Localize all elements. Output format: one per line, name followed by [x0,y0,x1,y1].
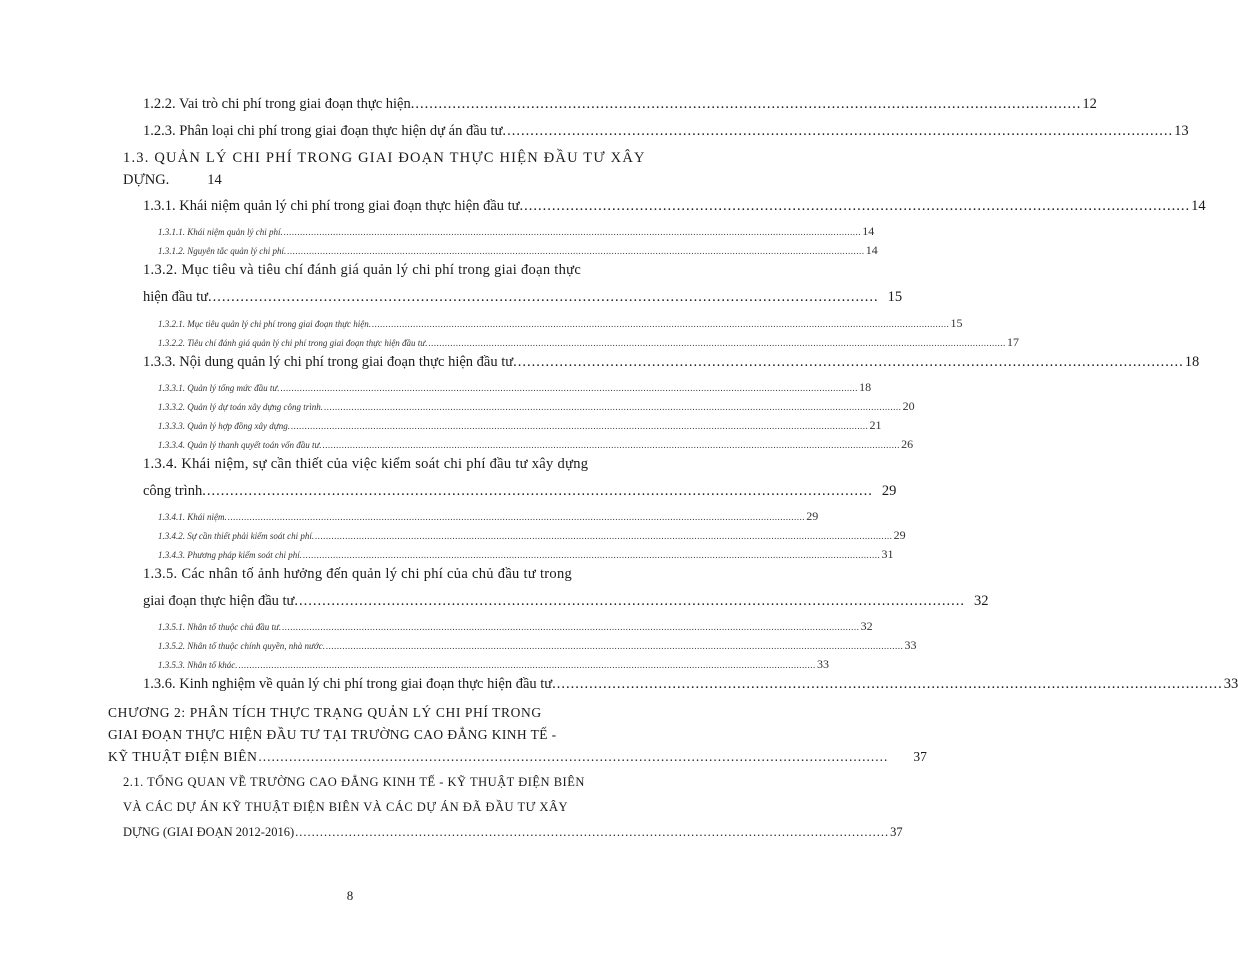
toc-chapter-2-line3[interactable]: KỸ THUẬT ĐIỆN BIÊN ................................................................................................................................................ 37 [108,749,927,764]
toc-entry-1-3-1[interactable]: 1.3.1. Khái niệm quản lý chi phí trong giai đoạn thực hiện đầu tư. ................................................................................................................................................ 14 [143,198,1206,214]
dot-leader: .................................................................................................................................................................................................................. [283,227,862,237]
toc-entry-1-3-1-2[interactable]: 1.3.1.2. Nguyên tắc quản lý chi phí. .................................................................................................................................................................................................................. 14 [158,243,878,257]
dot-leader: .................................................................................................................................................................................................................. [325,641,904,651]
page-number: 8 [346,888,354,903]
dot-leader: .................................................................................................................................................................................................................. [280,383,859,393]
toc-entry-1-3-4-2[interactable]: 1.3.4.2. Sự cần thiết phải kiểm soát chi phí. .................................................................................................................................................................................................................. 29 [158,528,906,542]
toc-entry-1-3-5[interactable]: 1.3.5. Các nhân tố ảnh hưởng đến quản lý chi phí của chủ đầu tư trong [143,566,573,582]
toc-entry-1-3-3-4[interactable]: 1.3.3.4. Quản lý thanh quyết toán vốn đầu tư. .................................................................................................................................................................................................................. 26 [158,437,914,451]
toc-entry-1-3-5-1[interactable]: 1.3.5.1. Nhân tố thuộc chủ đầu tư. .................................................................................................................................................................................................................. 32 [158,619,873,633]
toc-entry-2-1-line2[interactable]: VÀ CÁC DỰ ÁN KỸ THUẬT ĐIỆN BIÊN VÀ CÁC DỰ ÁN ĐÃ ĐẦU TƯ XÂY [123,800,569,814]
toc-entry-1-3-2-cont[interactable]: hiện đầu tư. ................................................................................................................................................ 15 [143,289,903,305]
toc-entry-1-3[interactable]: 1.3. QUẢN LÝ CHI PHÍ TRONG GIAI ĐOẠN THỰC HIỆN ĐẦU TƯ XÂY [123,150,646,166]
toc-entry-1-3-3-3[interactable]: 1.3.3.3. Quản lý hợp đồng xây dựng. .................................................................................................................................................................................................................. 21 [158,418,882,432]
dot-leader: ................................................................................................................................................ [295,825,890,839]
dot-leader: ................................................................................................................................................ [524,198,1191,214]
dot-leader: ................................................................................................................................................ [299,593,966,609]
toc-entry-1-3-5-2[interactable]: 1.3.5.2. Nhân tố thuộc chính quyền, nhà nước. .................................................................................................................................................................................................................. 33 [158,638,917,652]
toc-entry-1-3-3-2[interactable]: 1.3.3.2. Quản lý dự toán xây dựng công trình. .................................................................................................................................................................................................................. 20 [158,399,915,413]
dot-leader: ................................................................................................................................................ [415,96,1082,112]
toc-entry-1-3-3-1[interactable]: 1.3.3.1. Quản lý tổng mức đầu tư. .................................................................................................................................................................................................................. 18 [158,380,872,394]
dot-leader: ................................................................................................................................................ [206,483,873,499]
toc-entry-1-3-2-1[interactable]: 1.3.2.1. Mục tiêu quản lý chi phí trong giai đoạn thực hiện. .................................................................................................................................................................................................................. 15 [158,316,963,330]
dot-leader: .................................................................................................................................................................................................................. [372,319,950,329]
toc-entry-1-2-2[interactable]: 1.2.2. Vai trò chi phí trong giai đoạn thực hiện. ................................................................................................................................................ 12 [143,96,1097,112]
toc-chapter-2[interactable]: CHƯƠNG 2: PHÂN TÍCH THỰC TRẠNG QUẢN LÝ CHI PHÍ TRONG [108,705,542,720]
toc-entry-2-1[interactable]: 2.1. TỔNG QUAN VỀ TRƯỜNG CAO ĐẲNG KINH TẾ - KỸ THUẬT ĐIỆN BIÊN [123,775,585,789]
toc-entry-1-3-5-3[interactable]: 1.3.5.3. Nhân tố khác. .................................................................................................................................................................................................................. 33 [158,657,829,671]
dot-leader: .................................................................................................................................................................................................................. [227,512,806,522]
toc-entry-2-1-line3[interactable]: DỰNG (GIAI ĐOẠN 2012-2016) ................................................................................................................................................ 37 [123,825,903,839]
dot-leader: .................................................................................................................................................................................................................. [238,660,816,670]
toc-entry-1-2-3[interactable]: 1.2.3. Phân loại chi phí trong giai đoạn thực hiện dự án đầu tư. ................................................................................................................................................ 13 [143,123,1189,139]
dot-leader: .................................................................................................................................................................................................................. [322,440,901,450]
dot-leader: .................................................................................................................................................................................................................. [324,402,902,412]
dot-leader: .................................................................................................................................................................................................................. [315,531,893,541]
dot-leader: ................................................................................................................................................ [556,676,1223,692]
toc-entry-1-3-2-2[interactable]: 1.3.2.2. Tiêu chí đánh giá quản lý chi phí trong giai đoạn thực hiện đầu tư. .................................................................................................................................................................................................................. 17 [158,335,1019,349]
dot-leader: .................................................................................................................................................................................................................. [287,246,865,256]
dot-leader: ................................................................................................................................................ [507,123,1174,139]
dot-leader: .................................................................................................................................................................................................................. [428,338,1006,348]
dot-leader: ................................................................................................................................................ [212,289,879,305]
dot-leader: .................................................................................................................................................................................................................. [302,550,881,560]
dot-leader: ................................................................................................................................................ [517,354,1184,370]
toc-entry-1-3-4-cont[interactable]: công trình. ................................................................................................................................................ 29 [143,483,897,499]
dot-leader: .................................................................................................................................................................................................................. [282,622,860,632]
toc-entry-1-3-2[interactable]: 1.3.2. Mục tiêu và tiêu chí đánh giá quản lý chi phí trong giai đoạn thực [143,262,582,278]
toc-entry-1-3-4-1[interactable]: 1.3.4.1. Khái niệm. .................................................................................................................................................................................................................. 29 [158,509,819,523]
toc-entry-1-3-1-1[interactable]: 1.3.1.1. Khái niệm quản lý chi phí. .................................................................................................................................................................................................................. 14 [158,224,875,238]
dot-leader: ................................................................................................................................................ [258,749,889,764]
toc-entry-1-3-6[interactable]: 1.3.6. Kinh nghiệm về quản lý chi phí trong giai đoạn thực hiện đầu tư. ................................................................................................................................................ 33 [143,676,1238,692]
toc-entry-1-3-5-cont[interactable]: giai đoạn thực hiện đầu tư. ................................................................................................................................................ 32 [143,593,989,609]
toc-entry-1-3-3[interactable]: 1.3.3. Nội dung quản lý chi phí trong giai đoạn thực hiện đầu tư. ................................................................................................................................................ 18 [143,354,1200,370]
toc-entry-1-3-cont[interactable]: DỰNG. 14 [123,172,222,188]
toc-chapter-2-line2[interactable]: GIAI ĐOẠN THỰC HIỆN ĐẦU TƯ TẠI TRƯỜNG CAO ĐẲNG KINH TẾ - [108,727,557,742]
toc-entry-1-3-4[interactable]: 1.3.4. Khái niệm, sự cần thiết của việc kiểm soát chi phí đầu tư xây dựng [143,456,589,472]
toc-entry-1-3-4-3[interactable]: 1.3.4.3. Phương pháp kiểm soát chi phí. .................................................................................................................................................................................................................. 31 [158,547,894,561]
dot-leader: .................................................................................................................................................................................................................. [290,421,869,431]
